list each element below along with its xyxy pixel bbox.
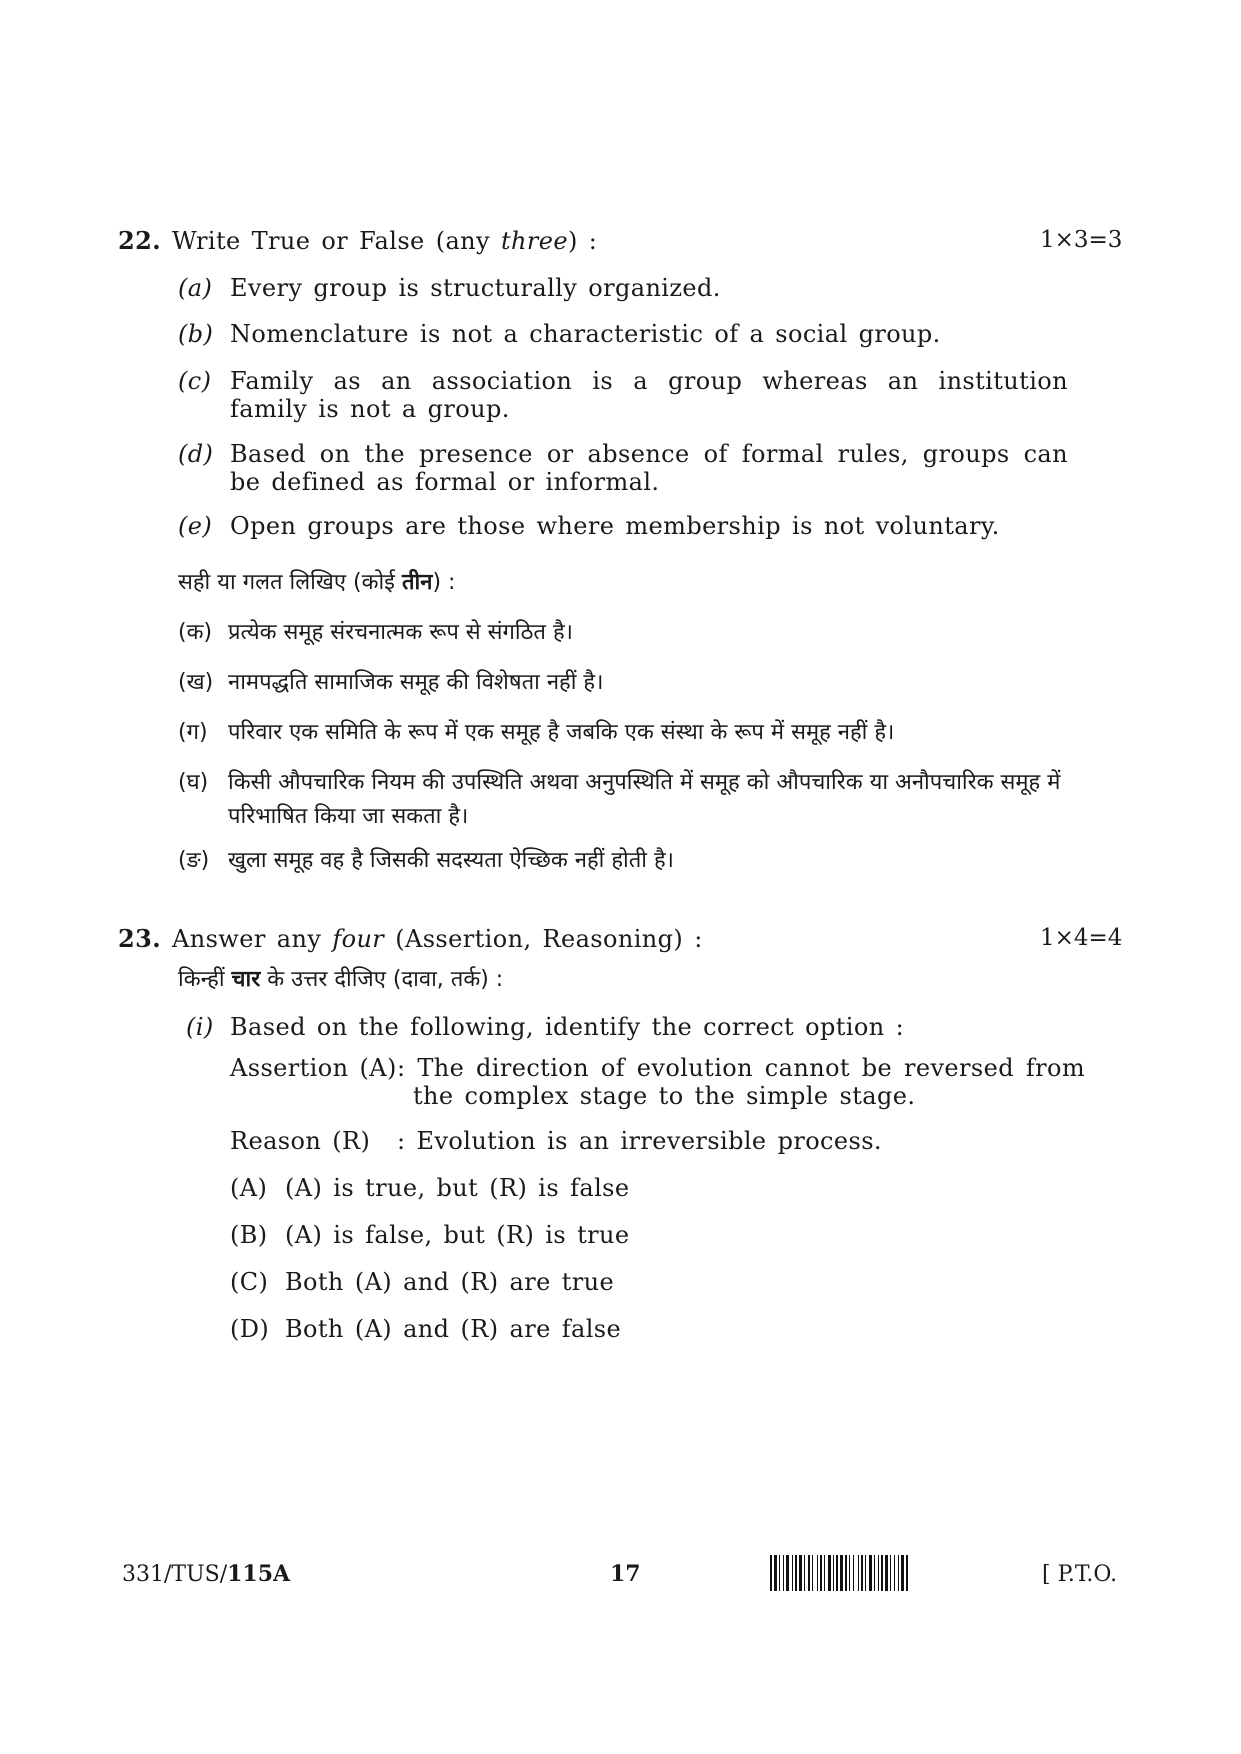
q23-sub-text: Based on the following, identify the correct option : bbox=[230, 1013, 905, 1041]
pto-label: [ P.T.O. bbox=[1042, 1562, 1118, 1587]
option-b[interactable]: (B) (A) is false, but (R) is true bbox=[230, 1221, 630, 1249]
option-a[interactable]: (A) (A) is true, but (R) is false bbox=[230, 1174, 630, 1202]
assertion-text: : The direction of evolution cannot be reversed from the complex stage to the simple stage. bbox=[397, 1054, 1085, 1110]
q23-sub-question bbox=[186, 1013, 214, 1041]
assertion-label: Assertion (A) bbox=[230, 1054, 397, 1082]
q23-marks: 1×4=4 bbox=[1040, 925, 1123, 951]
q23-header bbox=[118, 924, 703, 953]
option-d[interactable]: (D) Both (A) and (R) are false bbox=[230, 1315, 622, 1343]
q22-header bbox=[118, 226, 597, 255]
option-c[interactable]: (C) Both (A) and (R) are true bbox=[230, 1268, 615, 1296]
q22-number: 22. bbox=[118, 226, 161, 255]
q22-hindi-prompt: सही या गलत लिखिए (कोई तीन) : bbox=[178, 570, 456, 595]
q23-sub-label: (i) bbox=[186, 1013, 214, 1041]
q23-hindi-prompt: किन्हीं चार के उत्तर दीजिए (दावा, तर्क) : bbox=[178, 967, 504, 992]
q23-prompt: Answer any four (Assertion, Reasoning) : bbox=[172, 925, 703, 953]
barcode bbox=[770, 1555, 1030, 1591]
paper-code: 331/TUS/115A bbox=[122, 1561, 291, 1587]
page-number: 17 bbox=[610, 1561, 641, 1587]
reason-text: : Evolution is an irreversible process. bbox=[397, 1127, 882, 1155]
q22-prompt: Write True or False (any three) : bbox=[172, 227, 598, 255]
reason-label: Reason (R) bbox=[230, 1127, 371, 1155]
q22-marks: 1×3=3 bbox=[1040, 227, 1123, 253]
q23-number: 23. bbox=[118, 924, 161, 953]
